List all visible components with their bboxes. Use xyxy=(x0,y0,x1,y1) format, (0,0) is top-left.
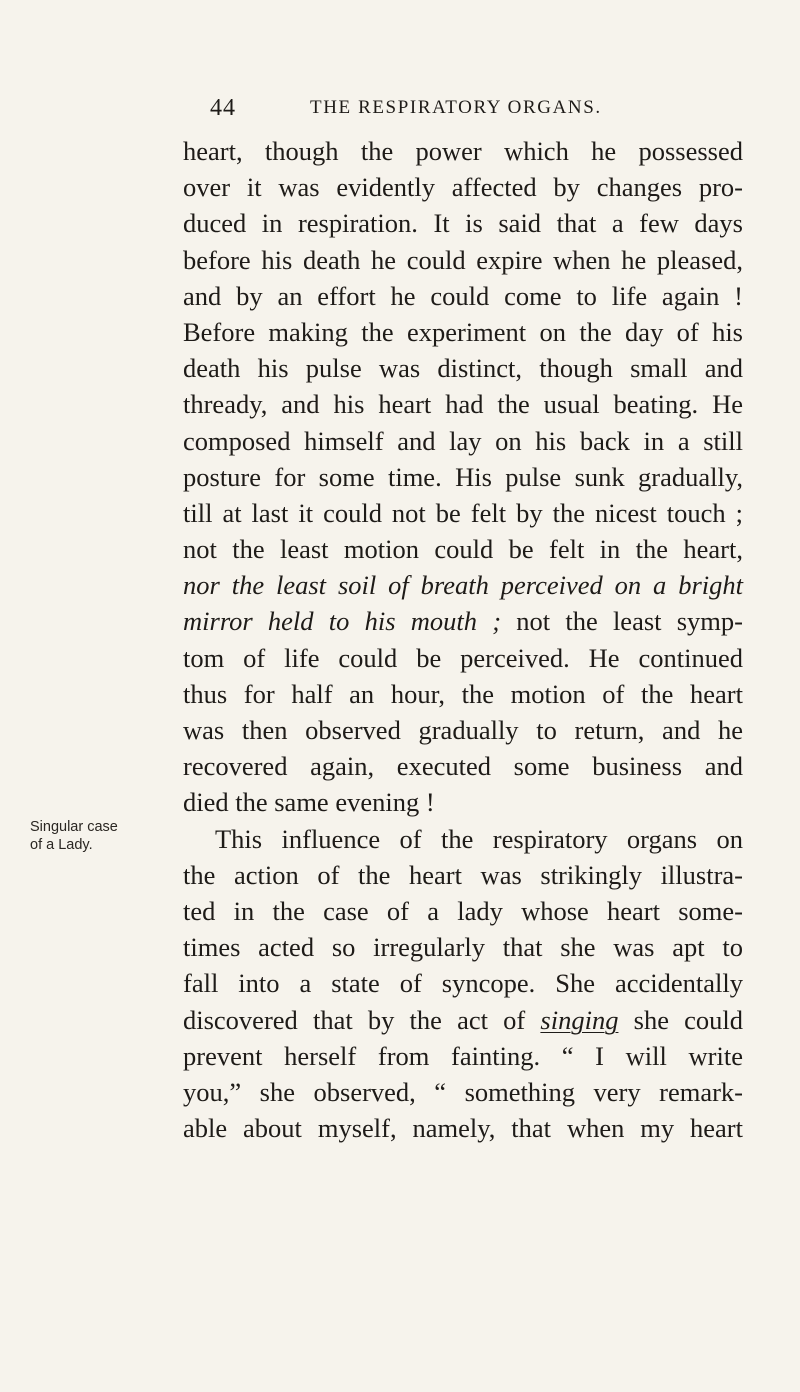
text-line-paragraph-end: died the same evening ! xyxy=(183,787,435,818)
text-line: fall into a state of syncope. She accidentally xyxy=(183,968,743,999)
text-line-italic xyxy=(183,567,743,603)
text-run: she could xyxy=(618,1004,743,1035)
text-line-mixed xyxy=(183,1002,743,1038)
margin-note-line: Singular case xyxy=(30,819,118,835)
running-head xyxy=(210,95,630,127)
text-line: ted in the case of a lady whose heart some- xyxy=(183,895,743,926)
text-run: not the least symp- xyxy=(501,606,743,637)
body-text xyxy=(183,133,743,1146)
running-title: THE RESPIRATORY ORGANS. xyxy=(310,97,602,118)
text-line: was then observed gradually to return, and he xyxy=(183,715,743,745)
text-line: heart, though the power which he possessed xyxy=(183,136,743,166)
text-line: the action of the heart was strikingly illustra- xyxy=(183,859,743,890)
text-line-paragraph-start: This influence of the respiratory organs on xyxy=(215,823,743,854)
text-line: recovered again, executed some business and xyxy=(183,751,743,782)
text-line: duced in respiration. It is said that a few days xyxy=(183,208,743,239)
text-line: till at last it could not be felt by the nicest touch ; xyxy=(183,497,743,528)
text-line: over it was evidently affected by changes pro- xyxy=(183,172,743,203)
margin-note-line: of a Lady. xyxy=(30,837,93,853)
text-line: times acted so irregularly that she was apt to xyxy=(183,932,743,963)
underlined-italic-word: singing xyxy=(540,1004,619,1035)
text-line: posture for some time. His pulse sunk gradually, xyxy=(183,461,743,492)
text-line: you,” she observed, “ something very remark- xyxy=(183,1076,743,1107)
italic-phrase: nor the least soil of breath perceived on a bright xyxy=(183,570,743,601)
text-line: thus for half an hour, the motion of the heart xyxy=(183,678,743,709)
page-number: 44 xyxy=(210,95,236,121)
text-line: thready, and his heart had the usual beating. He xyxy=(183,389,743,420)
italic-phrase: mirror held to his mouth ; xyxy=(183,606,502,637)
text-line: able about myself, namely, that when my heart xyxy=(183,1113,743,1144)
text-line-mixed xyxy=(183,603,743,639)
text-line: not the least motion could be felt in the heart, xyxy=(183,534,743,565)
text-run: discovered that by the act of xyxy=(183,1004,541,1035)
margin-note xyxy=(30,818,150,854)
text-line: and by an effort he could come to life again ! xyxy=(183,280,743,311)
text-line: death his pulse was distinct, though small and xyxy=(183,353,743,384)
text-line: tom of life could be perceived. He continued xyxy=(183,642,743,673)
text-line: Before making the experiment on the day of his xyxy=(183,316,743,347)
text-line: before his death he could expire when he pleased, xyxy=(183,244,743,275)
text-line: composed himself and lay on his back in a still xyxy=(183,425,743,456)
text-line: prevent herself from fainting. “ I will write xyxy=(183,1040,743,1071)
